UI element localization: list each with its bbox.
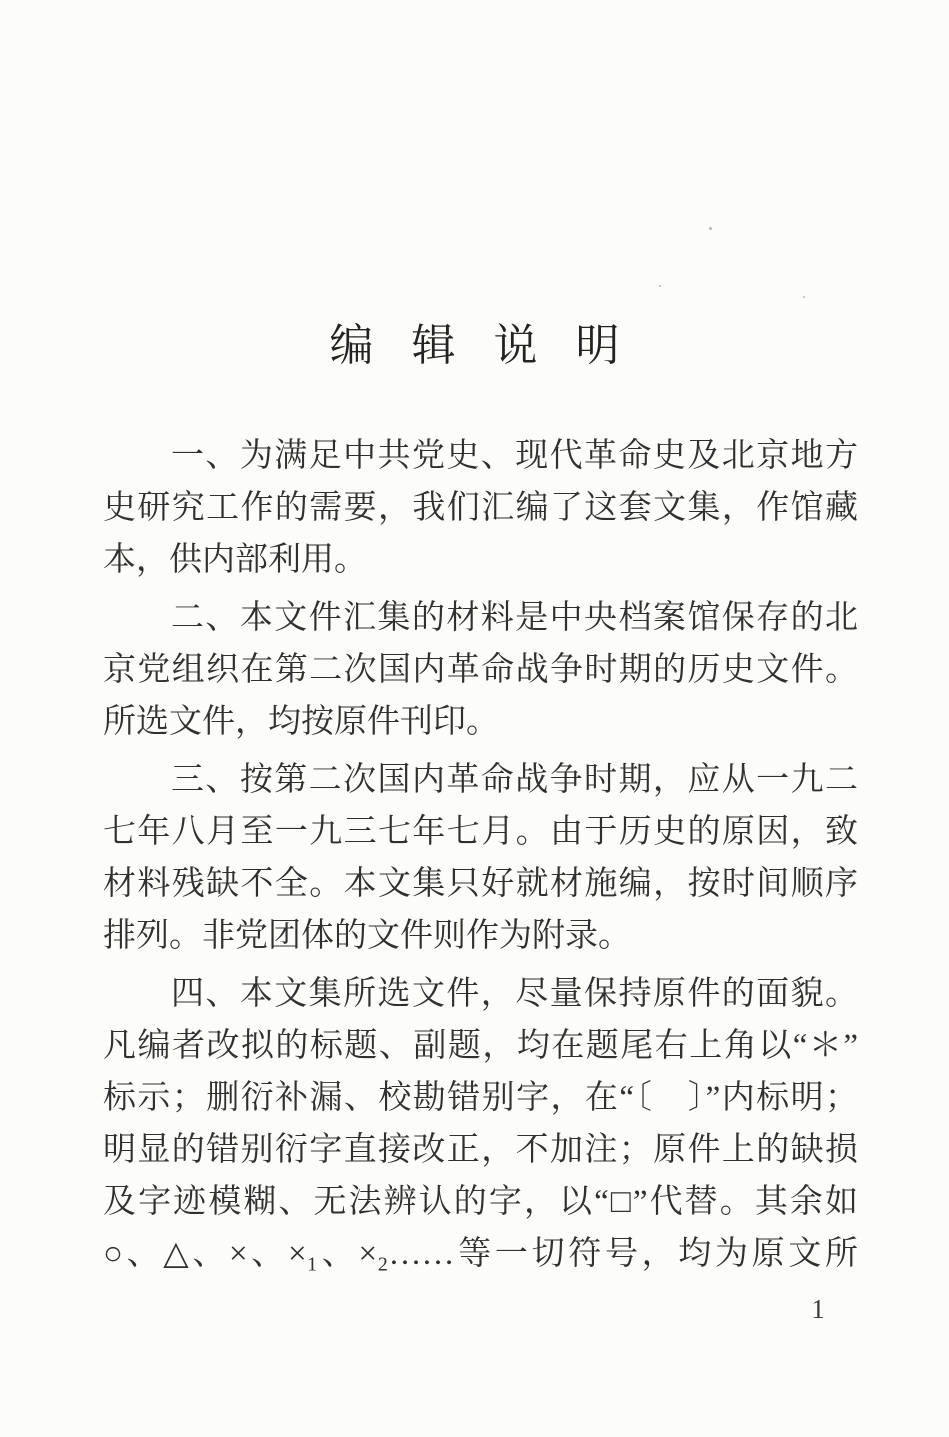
text-line: 标示；删衍补漏、校勘错别字，在“〔 〕”内标明；	[103, 1080, 858, 1116]
paragraph-2	[103, 592, 858, 748]
text-line: 四、本文集所选文件，尽量保持原件的面貌。	[171, 976, 858, 1012]
scan-speck	[709, 227, 712, 230]
text-line: 本，供内部利用。	[103, 542, 367, 578]
text-line: 二、本文件汇集的材料是中央档案馆保存的北	[171, 600, 858, 636]
text-line: 京党组织在第二次国内革命战争时期的历史文件。	[103, 652, 858, 688]
scan-speck	[659, 285, 661, 287]
paragraph-4	[103, 968, 858, 1280]
text-line: 排列。非党团体的文件则作为附录。	[103, 918, 631, 954]
text-line: 凡编者改拟的标题、副题，均在题尾右上角以“＊”	[103, 1028, 858, 1064]
page-number: 1	[811, 1294, 825, 1324]
text-line: ○、△、×、×₁、×₂……等一切符号，均为原文所	[103, 1236, 858, 1272]
text-line: 史研究工作的需要，我们汇编了这套文集，作馆藏	[103, 490, 858, 526]
page-title-text: 编辑说明	[329, 321, 658, 371]
text-line: 及字迹模糊、无法辨认的字，以“□”代替。其余如	[103, 1184, 858, 1220]
paragraph-3	[103, 754, 858, 962]
text-line: 明显的错别衍字直接改正，不加注；原件上的缺损	[103, 1132, 858, 1168]
document-body	[103, 430, 858, 1280]
text-line: 七年八月至一九三七年七月。由于历史的原因，致	[103, 814, 858, 850]
scan-speck	[803, 296, 805, 298]
paragraph-1	[103, 430, 858, 586]
page-title	[0, 320, 949, 372]
text-line: 材料残缺不全。本文集只好就材施编，按时间顺序	[103, 866, 858, 902]
text-line: 所选文件，均按原件刊印。	[103, 704, 499, 740]
text-line: 一、为满足中共党史、现代革命史及北京地方	[171, 438, 858, 474]
text-line: 三、按第二次国内革命战争时期，应从一九二	[171, 762, 858, 798]
